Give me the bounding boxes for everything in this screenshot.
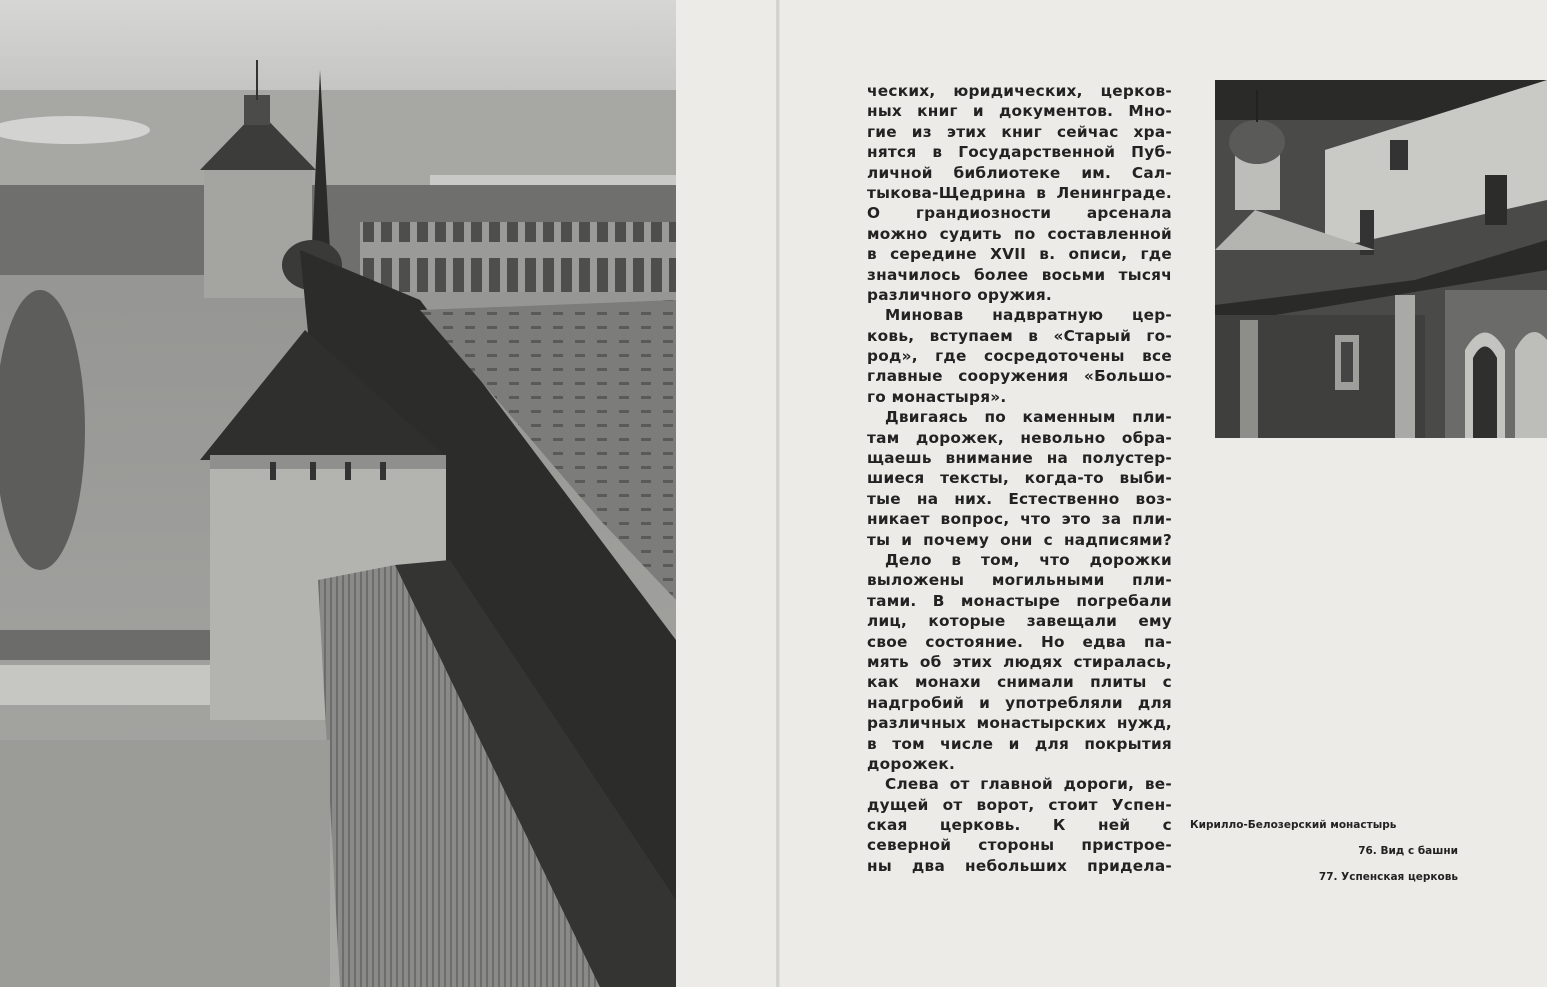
text-line: О грандиозности арсенала: [867, 204, 1172, 223]
text-line: различного оружия.: [867, 285, 1052, 304]
text-line: тами. В монастыре погребали: [867, 591, 1172, 610]
text-line: можно судить по составленной: [867, 224, 1172, 243]
text-line: никает вопрос, что это за пли-: [867, 510, 1172, 529]
text-line: ны два небольших придела-: [867, 856, 1172, 875]
text-line: ческих, юридических, церков-: [867, 82, 1172, 100]
text-line: северной стороны пристрое-: [867, 836, 1172, 855]
text-line: свое состояние. Но едва па-: [867, 632, 1172, 651]
text-line: ных книг и документов. Мно-: [867, 102, 1172, 121]
text-line: там дорожек, невольно обра-: [867, 428, 1172, 447]
text-line: мять об этих людях стиралась,: [867, 652, 1172, 671]
body-text: [867, 81, 1172, 876]
text-line: в том числе и для покрытия: [867, 734, 1172, 753]
text-line: род», где сосредоточены все: [867, 347, 1172, 366]
text-line: ты и почему они с надписями?: [867, 530, 1172, 549]
text-line: гие из этих книг сейчас хра-: [867, 122, 1172, 141]
text-line: ская церковь. К ней с: [867, 816, 1172, 835]
text-line: Слева от главной дороги, ве-: [885, 775, 1172, 794]
monastery-aerial-photo: [0, 0, 676, 987]
text-line: лиц, которые завещали ему: [867, 612, 1172, 631]
text-line: тыкова-Щедрина в Ленинграде.: [867, 183, 1172, 202]
text-line: значилось более восьми тысяч: [867, 265, 1172, 284]
caption-figure-77: 77. Успенская церковь: [1318, 871, 1458, 883]
text-line: дущей от ворот, стоит Успен-: [867, 795, 1172, 814]
text-line: Дело в том, что дорожки: [885, 550, 1172, 569]
text-line: го монастыря».: [867, 387, 1007, 406]
church-photo: [1215, 80, 1547, 438]
text-line: как монахи снимали плиты с: [867, 673, 1172, 692]
text-line: главные сооружения «Большо-: [867, 367, 1172, 386]
text-line: выложены могильными пли-: [867, 571, 1172, 590]
photo-captions: [1190, 812, 1458, 890]
left-page-photo: [0, 0, 676, 987]
caption-monastery: Кирилло-Белозерский монастырь: [1190, 819, 1397, 831]
text-line: Миновав надвратную цер-: [885, 306, 1172, 325]
text-line: личной библиотеке им. Сал-: [867, 163, 1172, 182]
page-gutter: [776, 0, 780, 987]
text-line: нятся в Государственной Пуб-: [867, 143, 1172, 162]
caption-figure-76: 76. Вид с башни: [1358, 845, 1458, 857]
text-line: ковь, вступаем в «Старый го-: [867, 326, 1172, 345]
text-line: различных монастырских нужд,: [867, 714, 1172, 733]
text-line: шиеся тексты, когда-то выби-: [867, 469, 1172, 488]
text-line: Двигаясь по каменным пли-: [885, 408, 1172, 427]
text-line: надгробий и употребляли для: [867, 693, 1172, 712]
text-line: дорожек.: [867, 754, 956, 773]
uspensky-church-image: [1215, 80, 1547, 438]
text-line: тые на них. Естественно воз-: [867, 489, 1172, 508]
text-line: в середине XVII в. описи, где: [867, 245, 1172, 264]
text-line: щаешь внимание на полустер-: [867, 449, 1172, 468]
